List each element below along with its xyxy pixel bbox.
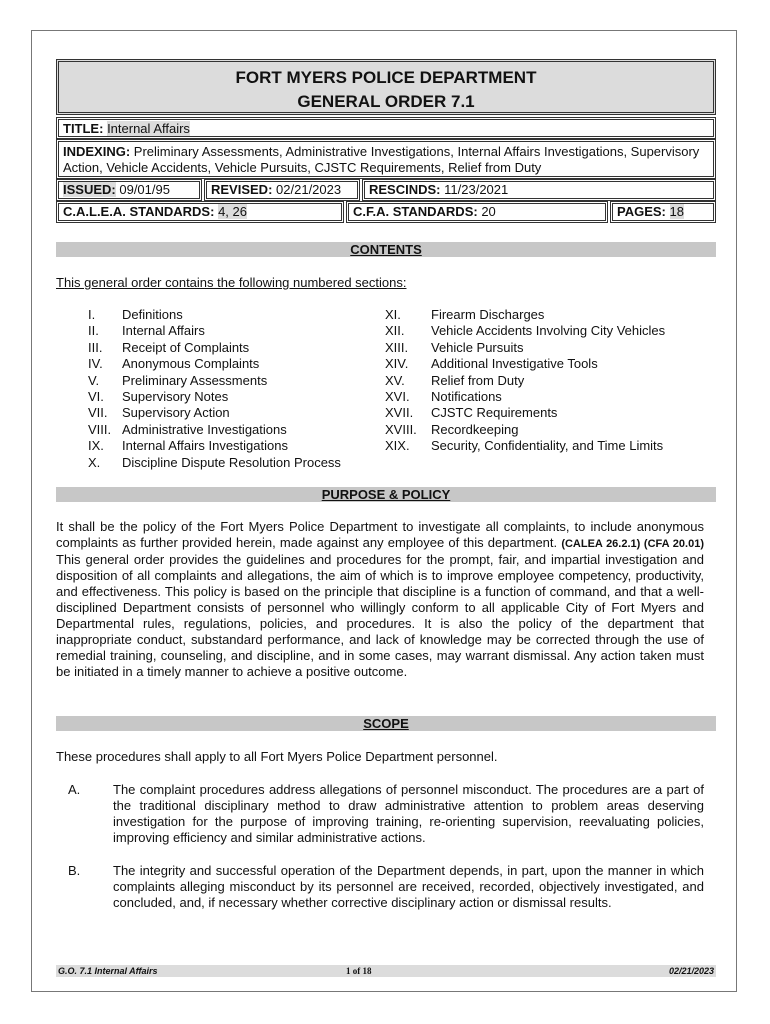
contents-item: I. Definitions [88,307,183,322]
title-value: Internal Affairs [107,121,190,136]
contents-item: XIV. Additional Investigative Tools [385,356,598,372]
indexing-value: Preliminary Assessments, Administrative Investigations, Internal Affairs Investigations, Supervisory Action, Vehicle Accidents, Vehicle Pursuits, CJSTC Requirements, Relief from Duty [63,144,700,175]
contents-item: VII. Supervisory Action [88,405,230,421]
purpose-heading-bar [56,487,716,502]
scope-intro: These procedures shall apply to all Fort Myers Police Department personnel. [56,749,498,764]
revised-label: REVISED: [211,182,273,197]
contents-heading-bar [56,242,716,257]
contents-item: XVI. Notifications [385,389,502,405]
title-label: TITLE: [63,121,104,136]
contents-item: IX. Internal Affairs Investigations [88,438,288,454]
page-footer [56,965,716,977]
issued-value: 09/01/95 [119,182,170,197]
scope-item-text: The complaint procedures address allegations of personnel misconduct. The procedures are a part of the traditional disciplinary method to draw administrative attention to problem areas deserving investigation for the purpose of improving training, re-orienting supervision, reevaluating policies, improving efficiency and similar administrative actions. [113,782,704,845]
contents-list-left [88,307,378,471]
contents-item: XI. Firearm Discharges [385,307,545,322]
footer-date: 02/21/2023 [668,966,714,976]
issued-cell [56,179,202,201]
dates-row [56,179,716,201]
contents-item: V. Preliminary Assessments [88,372,268,388]
footer-page-number: 1 of 18 [346,966,372,976]
document-page [31,30,737,992]
contents-item: XVIII. Recordkeeping [385,421,519,437]
pages-value: 18 [669,204,684,219]
scope-item-b [56,863,704,911]
pages-label: PAGES: [617,204,666,219]
contents-heading: CONTENTS [350,242,422,257]
calea-cell [56,201,344,223]
contents-item: II. Internal Affairs [88,323,205,339]
contents-item: XIX. Security, Confidentiality, and Time Limits [385,438,664,454]
standards-row [56,201,716,223]
contents-item: III. Receipt of Complaints [88,339,250,355]
contents-item: VIII. Administrative Investigations [88,421,287,437]
rescinds-cell [362,179,716,201]
contents-item: XIII. Vehicle Pursuits [385,339,524,355]
contents-item: VI. Supervisory Notes [88,389,229,405]
calea-label: C.A.L.E.A. STANDARDS: [63,204,215,219]
contents-item: XII. Vehicle Accidents Involving City Vehicles [385,323,666,339]
contents-item: XVII. CJSTC Requirements [385,405,558,421]
contents-item: XV. Relief from Duty [385,372,525,388]
cfa-cell [346,201,608,223]
scope-heading-bar [56,716,716,731]
purpose-heading: PURPOSE & POLICY [321,487,451,502]
indexing-row [56,139,716,179]
document-title-block [56,59,716,115]
title-row [56,117,716,139]
scope-item-letter: A. [68,782,81,797]
scope-heading: SCOPE [363,716,409,731]
cfa-label: C.F.A. STANDARDS: [353,204,478,219]
cfa-value: 20 [481,204,496,219]
indexing-label: INDEXING: [63,144,131,159]
department-name: FORT MYERS POLICE DEPARTMENT [235,68,537,87]
general-order-number: GENERAL ORDER 7.1 [297,92,475,111]
revised-value: 02/21/2023 [276,182,342,197]
revised-cell [204,179,360,201]
rescinds-value: 11/23/2021 [444,182,509,197]
scope-item-text: The integrity and successful operation of the Department depends, in part, upon the manner in which complaints alleging misconduct by its personnel are received, recorded, objectively investigated, and concluded, and, if necessary whether corrective disciplinary action or dismissal results. [113,863,704,910]
scope-item-a [56,782,704,846]
contents-item: X. Discipline Dispute Resolution Process [88,454,341,470]
pages-cell [610,201,716,223]
rescinds-label: RESCINDS: [369,182,441,197]
calea-citation: (CALEA 26.2.1) (CFA 20.01) [561,538,704,550]
contents-intro: This general order contains the following numbered sections: [56,275,407,290]
purpose-paragraph: It shall be the policy of the Fort Myers Police Department to investigate all complaints, to include anonymous complaints as further provided herein, made against any employee of this department. (CALEA 26.2.1) (CFA 20.01) This general order provides the guidelines and procedures for the prompt, fair, and impartial investigation and disposition of all complaints and allegations, the aim of which is to improve employee competency, productivity, and effectiveness. This policy is based on the principle that discipline is a function of command, and that a well-disciplined Department consists of personnel who willingly conform to all applicable City of Fort Myers and Departmental rules, regulations, policies, and procedures. It is also the policy of the department that inappropriate conduct, substandard performance, and lack of knowledge may be corrected through the use of remedial training, counseling, and discipline, and in some cases, may warrant dismissal. Any action taken must be initiated in a timely manner to achieve a positive outcome. [56,519,704,679]
contents-list-right [385,307,715,455]
issued-label: ISSUED: [63,182,116,197]
scope-item-letter: B. [68,863,81,878]
footer-document-name: G.O. 7.1 Internal Affairs [58,966,158,976]
calea-value: 4, 26 [218,204,247,219]
contents-item: IV. Anonymous Complaints [88,356,260,372]
